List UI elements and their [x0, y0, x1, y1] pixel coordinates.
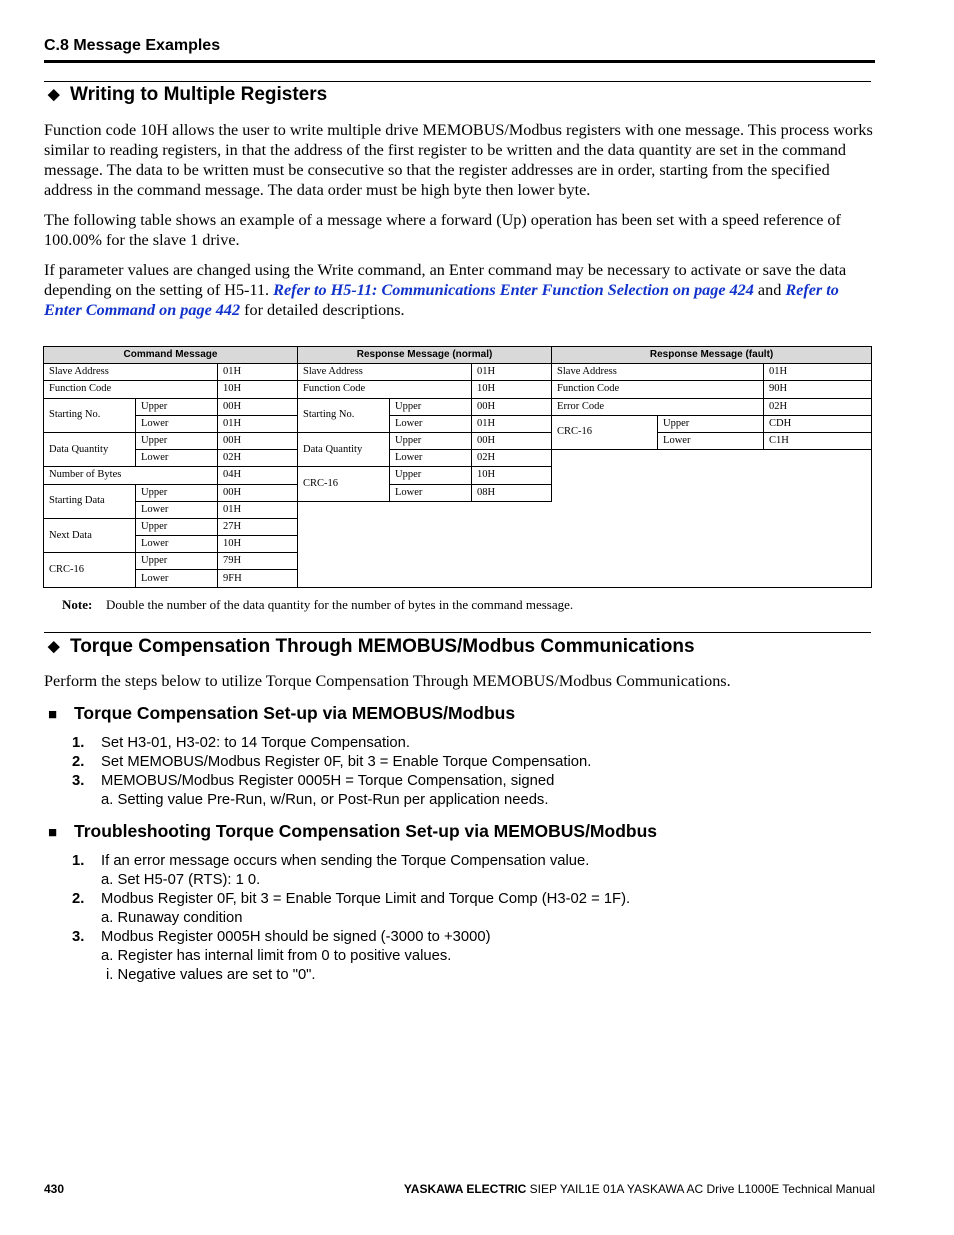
- footer-doc-title: YASKAWA ELECTRIC SIEP YAIL1E 01A YASKAWA AC Drive L1000E Technical Manual: [403, 1182, 875, 1196]
- paragraph-enter-command: If parameter values are changed using the Write command, an Enter command may be necessary to activate or save the data depending on the setting of H5-11. Refer to H5-11: Communications Enter Function Selection on page 424 and Refer to Enter Command on page 442 for detailed descriptions.: [44, 261, 847, 319]
- setup-steps-list: [72, 734, 591, 810]
- table-row: Lower 01H: [44, 501, 872, 518]
- table-header-row: [44, 347, 872, 364]
- list-item: 1. If an error message occurs when sending the Torque Compensation value.: [72, 853, 590, 869]
- section-heading-torque-compensation: ◆ Torque Compensation Through MEMOBUS/Modbus Communications: [48, 636, 695, 657]
- note-label: Note:: [62, 597, 93, 612]
- diamond-bullet-icon: ◆: [48, 86, 60, 103]
- footer-brand: YASKAWA ELECTRIC: [403, 1182, 527, 1196]
- table-row: Starting No. Upper 00H Starting No. Upper 00H Error Code 02H: [44, 398, 872, 415]
- subheading-setup: ■ Torque Compensation Set-up via MEMOBUS/Modbus: [48, 703, 516, 723]
- list-subitem: a. Set H5-07 (RTS): 1 0.: [101, 872, 261, 888]
- table-row: Lower 02H Lower 02H: [44, 450, 872, 467]
- page-number: 430: [44, 1182, 65, 1196]
- list-item: 2. Modbus Register 0F, bit 3 = Enable Torque Limit and Torque Comp (H3-02 = 1F).: [72, 891, 631, 907]
- message-example-table: [43, 346, 872, 588]
- header-rule: [44, 60, 875, 63]
- table-row: Data Quantity Upper 00H Data Quantity Upper 00H Lower C1H: [44, 432, 872, 449]
- paragraph-function-code: Function code 10H allows the user to write multiple drive MEMOBUS/Modbus registers with one message. This process works similar to reading registers, in that the address of the first register to be written and the data quantity are set in the command message. The data to be written must be consecutive so that the register addresses are in order, starting from the specified address in the command message. The data order must be high byte then lower byte.: [44, 121, 873, 199]
- subheading-troubleshooting: ■ Troubleshooting Torque Compensation Set-up via MEMOBUS/Modbus: [48, 821, 658, 841]
- troubleshooting-steps-list: [72, 852, 630, 985]
- list-subitem: a. Runaway condition: [101, 910, 243, 926]
- section-rule: [44, 81, 871, 82]
- header-response-fault: Response Message (fault): [552, 347, 872, 364]
- list-item: 2. Set MEMOBUS/Modbus Register 0F, bit 3 = Enable Torque Compensation.: [72, 754, 592, 770]
- table-row: Starting Data Upper 00H Lower 08H: [44, 484, 872, 501]
- table-row: Slave Address 01H Slave Address 01H Slave Address 01H: [44, 364, 872, 381]
- table-row: Lower 10H: [44, 536, 872, 553]
- list-subitem: a. Setting value Pre-Run, w/Run, or Post-Run per application needs.: [101, 792, 549, 808]
- square-bullet-icon: ■: [48, 706, 58, 723]
- note-text: Double the number of the data quantity for the number of bytes in the command message.: [106, 597, 574, 612]
- table-note: [62, 597, 573, 613]
- header-response-normal: Response Message (normal): [298, 347, 552, 364]
- square-bullet-icon: ■: [48, 824, 58, 841]
- list-item: 3. MEMOBUS/Modbus Register 0005H = Torque Compensation, signed: [72, 773, 555, 789]
- list-subsubitem: i. Negative values are set to "0".: [106, 967, 316, 983]
- diamond-bullet-icon: ◆: [48, 638, 60, 655]
- table-row: Number of Bytes 04H CRC-16 Upper 10H: [44, 467, 872, 484]
- header-command-message: Command Message: [44, 347, 298, 364]
- running-header: C.8 Message Examples: [44, 37, 221, 54]
- table-row: CRC-16 Upper 79H: [44, 553, 872, 570]
- list-item: 1. Set H3-01, H3-02: to 14 Torque Compensation.: [72, 735, 411, 751]
- paragraph-torque-intro: Perform the steps below to utilize Torque Compensation Through MEMOBUS/Modbus Communications.: [44, 672, 731, 690]
- link-h5-11[interactable]: Refer to H5-11: Communications Enter Function Selection on page 424: [273, 281, 754, 299]
- table-row: Next Data Upper 27H: [44, 518, 872, 535]
- table-row: Lower 01H Lower 01H CRC-16 Upper CDH: [44, 415, 872, 432]
- table-row: Function Code 10H Function Code 10H Function Code 90H: [44, 381, 872, 398]
- link-enter-command[interactable]: Refer to Enter Command on page 442: [44, 281, 839, 319]
- section-heading-writing-registers: ◆ Writing to Multiple Registers: [48, 84, 328, 105]
- list-item: 3. Modbus Register 0005H should be signed (-3000 to +3000): [72, 929, 491, 945]
- section-rule: [44, 632, 871, 633]
- table-row: Lower 9FH: [44, 570, 872, 587]
- paragraph-table-intro: The following table shows an example of a message where a forward (Up) operation has been set with a speed reference of 100.00% for the slave 1 drive.: [44, 211, 841, 249]
- list-subitem: a. Register has internal limit from 0 to positive values.: [101, 948, 452, 964]
